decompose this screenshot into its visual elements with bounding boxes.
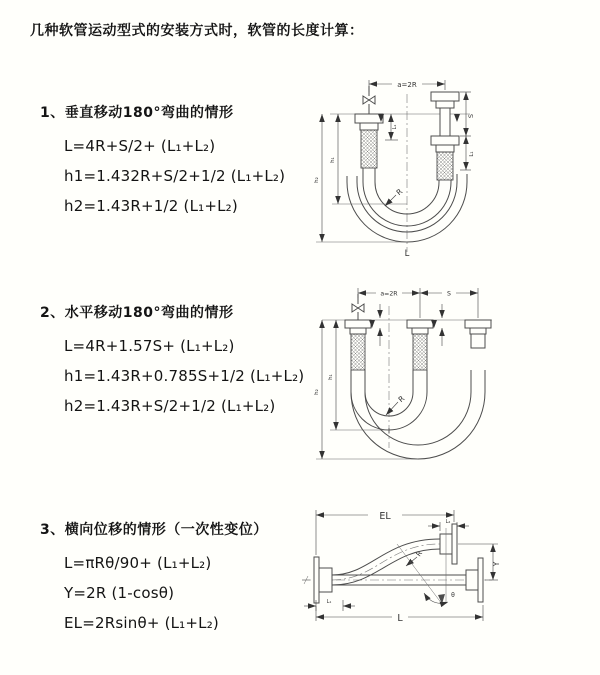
dim-label-h2: h₂	[314, 389, 320, 395]
braided-section	[413, 334, 427, 370]
diagram-horizontal-bend	[310, 280, 542, 466]
fitting-nut	[431, 92, 459, 101]
section-3-heading: 3、横向位移的情形（一次性变位）	[40, 522, 268, 538]
dim-label-l2: L₂	[445, 519, 451, 525]
fitting-collar	[470, 328, 486, 334]
dim-label-s: S	[467, 113, 475, 119]
dim-a2r-s	[358, 288, 478, 318]
dim-label-r: R	[414, 549, 425, 559]
dim-label-l1-right: L₁	[469, 151, 475, 157]
section-2-formulas	[64, 331, 304, 421]
middle-hose-end	[407, 320, 433, 370]
fitting-nut	[345, 320, 371, 328]
dim-l1-left	[385, 114, 398, 140]
left-flange	[314, 557, 332, 603]
dim-r	[385, 187, 404, 206]
section-1-heading: 1、垂直移动180°弯曲的情形	[40, 105, 234, 121]
dim-label-h1: h₁	[328, 374, 334, 380]
dim-label-theta: θ	[451, 592, 455, 599]
fitting-collar	[350, 328, 366, 334]
braided-section	[361, 130, 377, 168]
formula-el: EL=2Rsinθ+ (L₁+L₂)	[64, 614, 219, 632]
hose-displaced-position	[332, 539, 440, 585]
dim-label-a2r: a=2R	[380, 290, 398, 298]
braided-section	[437, 152, 453, 180]
braided-section	[351, 334, 365, 370]
dim-el	[316, 510, 454, 555]
diagram-lateral-displacement	[296, 500, 598, 650]
fitting-collar	[412, 328, 428, 334]
fitting-nut	[465, 320, 491, 328]
dim-label-l: L	[397, 613, 403, 624]
pipe-section	[471, 334, 485, 348]
dim-label-l: L	[404, 249, 410, 259]
reference-arrow	[454, 114, 460, 122]
dim-label-el: EL	[379, 511, 391, 522]
right-hose-end	[465, 320, 491, 348]
fitting-collar	[360, 123, 378, 130]
dim-label-s: S	[447, 290, 451, 298]
angle-vertex-arrow	[438, 594, 445, 604]
section-vertical-bend	[40, 102, 285, 221]
fitting-collar	[436, 145, 454, 152]
formula-h2: h2=1.43R+1/2 (L₁+L₂)	[64, 197, 238, 215]
dim-l1	[304, 599, 355, 611]
formula-length: L=4R+1.57S+ (L₁+L₂)	[64, 337, 235, 355]
hose-curves	[351, 370, 485, 459]
fitting-collar	[436, 101, 454, 108]
formula-h1: h1=1.432R+S/2+1/2 (L₁+L₂)	[64, 167, 286, 185]
right-hose-end	[431, 92, 459, 180]
dim-label-r: R	[396, 393, 407, 405]
dim-l	[316, 605, 483, 624]
dim-label-h1: h₁	[330, 157, 336, 163]
right-flange	[466, 558, 483, 602]
dim-label-l1: L₁	[326, 599, 332, 605]
formula-length: L=πRθ/90+ (L₁+L₂)	[64, 554, 212, 572]
section-horizontal-bend	[40, 302, 304, 421]
formula-h1: h1=1.43R+0.785S+1/2 (L₁+L₂)	[64, 367, 305, 385]
dim-label-a2r: a=2R	[397, 81, 417, 89]
left-hose-end	[345, 294, 371, 370]
left-hose-end	[355, 86, 383, 168]
section-3-formulas	[64, 548, 268, 638]
dim-label-r: R	[394, 186, 405, 198]
formula-length: L=4R+S/2+ (L₁+L₂)	[64, 137, 216, 155]
dim-s-l1	[460, 92, 475, 170]
diagram-vertical-bend	[308, 64, 540, 260]
fitting-nut	[431, 136, 459, 145]
valve-icon	[352, 304, 364, 312]
top-flange	[440, 524, 457, 564]
dim-a2r	[369, 80, 445, 92]
section-2-heading: 2、水平移动180°弯曲的情形	[40, 305, 234, 321]
dim-l2	[428, 519, 469, 531]
dim-label-y: Y	[492, 561, 501, 567]
dim-label-l1-left: L₁	[392, 124, 398, 130]
formula-y: Y=2R (1-cosθ)	[64, 584, 175, 602]
fitting-nut	[407, 320, 433, 328]
page-title: 几种软管运动型式的安装方式时，软管的长度计算：	[30, 23, 364, 39]
centerline-mark	[302, 576, 310, 584]
dim-label-h2: h₂	[314, 177, 320, 183]
dim-r	[406, 549, 424, 566]
pipe-section	[440, 108, 450, 136]
valve-icon	[363, 96, 375, 104]
section-lateral-displacement	[40, 519, 268, 638]
formula-h2: h2=1.43R+S/2+1/2 (L₁+L₂)	[64, 397, 276, 415]
section-1-formulas	[64, 131, 285, 221]
